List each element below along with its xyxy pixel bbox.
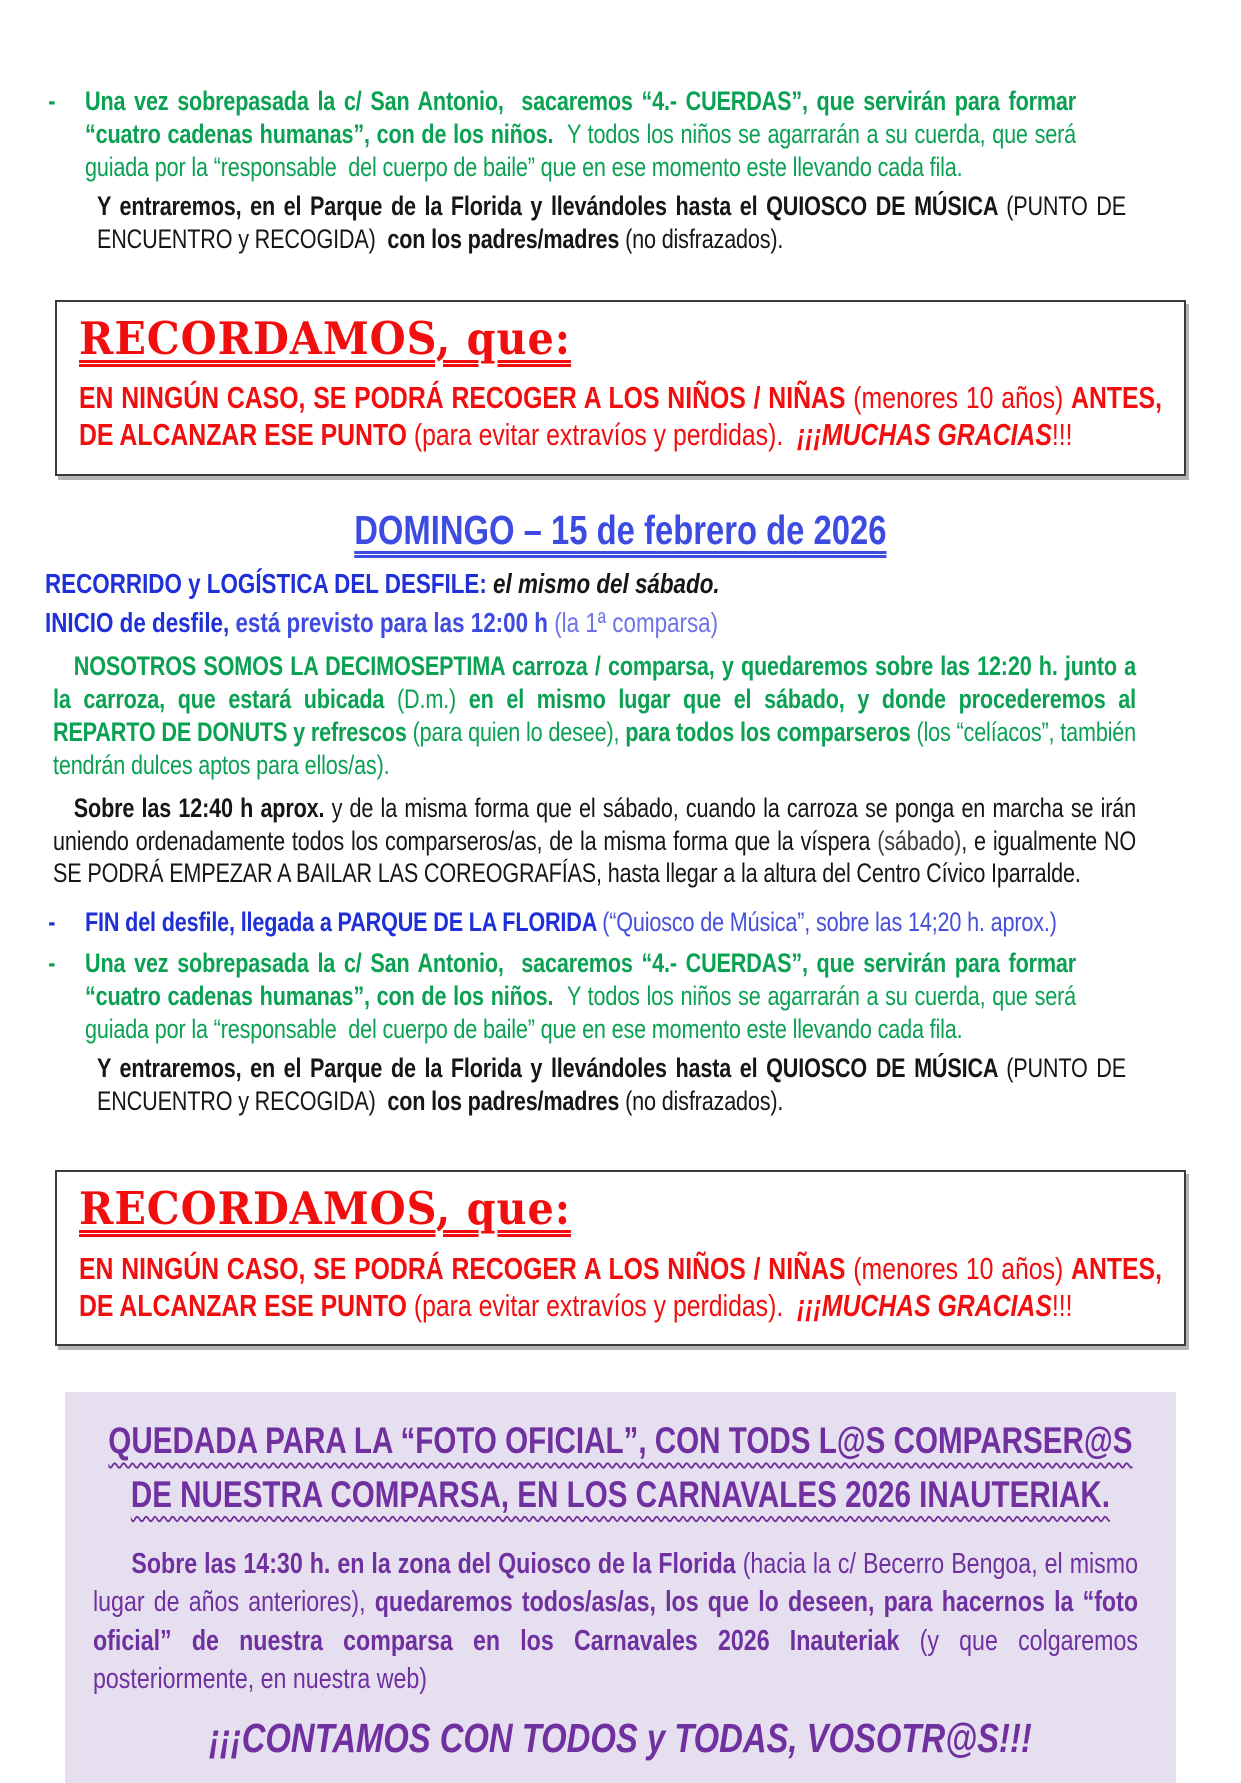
bullet-text — [85, 85, 1196, 184]
condensed-wrap — [45, 85, 1196, 184]
bullet-text — [85, 906, 1196, 939]
text-segment: (menores 10 años) — [853, 1250, 1072, 1286]
condensed-wrap — [97, 190, 1132, 256]
text-segment: (menores 10 años) — [853, 380, 1072, 416]
text-segment: (D.m.) — [397, 683, 469, 714]
text-segment: Sobre las 14:30 h. en la zona del Quiosco de la Florida — [131, 1548, 743, 1581]
foto-heading-line1: QUEDADA PARA LA “FOTO OFICIAL”, CON TODS L@S COMPARSER@S — [108, 1419, 1133, 1461]
text-segment: con los padres/madres — [387, 223, 626, 254]
text-segment: (“Quiosco de Música”, sobre las 14;20 h. aprox.) — [602, 907, 1057, 938]
condensed-wrap — [93, 1545, 1145, 1698]
list-item — [45, 947, 1196, 1046]
text-segment: (sábado) — [877, 825, 962, 856]
foto-heading — [93, 1414, 1148, 1521]
condensed-wrap — [53, 650, 1148, 782]
text-segment: Y todos los niños se agarrarán a su cuerda, que será guiada por la “responsable del cuerpo de baile” que en ese momento este llevando cada fila. — [85, 118, 1082, 182]
recordamos-heading: RECORDAMOS, que: — [79, 311, 571, 365]
text-segment: Sobre las 12:40 h aprox. — [73, 792, 332, 823]
bullet-dash: - — [48, 907, 56, 938]
nosotros-paragraph — [53, 650, 1196, 782]
sobre-paragraph — [53, 792, 1196, 891]
text-segment: (los “celíacos”, también tendrán dulces aptos para ellos/as). — [53, 716, 1142, 780]
text-segment: EN NINGÚN CASO, SE PODRÁ RECOGER A LOS NIÑOS / NIÑAS — [79, 380, 854, 416]
text-segment: EN NINGÚN CASO, SE PODRÁ RECOGER A LOS NIÑOS / NIÑAS — [79, 1250, 854, 1286]
domingo-heading — [45, 508, 1196, 553]
foto-paragraph — [93, 1545, 1148, 1698]
text-segment: con los padres/madres — [387, 1086, 626, 1117]
text-segment: Y todos los niños se agarrarán a su cuerda, que será guiada por la “responsable del cuerpo de baile” que en ese momento este llevando cada fila. — [85, 981, 1082, 1045]
text-segment: quedaremos todos/as/as, los que lo deseen, para hacernos la “foto oficial” de nuestra comparsa en los Carnavales 2026 Inauteriak — [93, 1586, 1145, 1657]
entraremos-paragraph — [97, 190, 1196, 256]
condensed-wrap — [79, 379, 1169, 453]
slogan-line — [93, 1714, 1148, 1769]
text-segment: está previsto para las 12:00 h — [235, 607, 555, 639]
condensed-wrap — [45, 947, 1196, 1046]
condensed-wrap — [45, 906, 1196, 939]
text-segment: RECORRIDO y LOGÍSTICA DEL DESFILE: — [45, 567, 494, 599]
entraremos-paragraph-2 — [97, 1052, 1196, 1118]
text-segment: (para quien lo desee), — [412, 716, 626, 747]
text-segment: !!! — [1051, 1287, 1073, 1323]
text-segment: el mismo del sábado. — [493, 567, 720, 599]
condensed-wrap — [45, 567, 1196, 601]
inicio-line — [45, 606, 1196, 640]
text-segment: (para evitar extravíos y perdidas). — [413, 417, 798, 453]
text-segment: para todos los comparseros — [625, 716, 917, 747]
text-segment: (para evitar extravíos y perdidas). — [413, 1287, 798, 1323]
foto-oficial-box — [65, 1392, 1176, 1783]
foto-heading-line2: DE NUESTRA COMPARSA, EN LOS CARNAVALES 2026 INAUTERIAK. — [130, 1473, 1111, 1515]
domingo-heading-text: DOMINGO – 15 de febrero de 2026 — [354, 506, 887, 553]
recordamos-body — [79, 1250, 1169, 1324]
text-segment: (hacia la c/ Becerro Bengoa, el mismo lugar de años anteriores), — [93, 1548, 1145, 1619]
cuerdas-bullet — [45, 947, 1196, 1046]
text-segment: (PUNTO DE ENCUENTRO y RECOGIDA) — [97, 190, 1132, 254]
list-item — [45, 85, 1196, 184]
text-segment: ¡¡¡MUCHAS GRACIAS — [797, 1287, 1052, 1323]
text-segment: , e igualmente NO SE PODRÁ EMPEZAR A BAILAR LAS COREOGRAFÍAS, hasta llegar a la altura del Centro Cívico Iparralde. — [53, 825, 1142, 889]
text-segment: (la 1ª comparsa) — [554, 607, 719, 639]
list-item — [45, 906, 1196, 939]
text-segment: Una vez sobrepasada la c/ San Antonio, sacaremos “4.- CUERDAS”, que servirán para formar “cuatro cadenas humanas”, con de los niños. — [85, 948, 1082, 1012]
recorrido-line — [45, 567, 1196, 601]
text-segment: y de la misma forma que el sábado, cuando la carroza se ponga en marcha se irán uniendo ordenadamente todos los comparseros/as, de la misma forma que la víspera — [53, 792, 1142, 856]
recordamos-box-1 — [55, 300, 1186, 476]
text-segment: Y entraremos, en el Parque de la Florida y llevándoles hasta el QUIOSCO DE MÚSICA — [97, 190, 1007, 221]
top-section — [45, 0, 1196, 256]
bullet-dash: - — [48, 86, 56, 116]
bullet-dash: - — [48, 948, 56, 979]
recordamos-body — [79, 379, 1169, 453]
text-segment: INICIO de desfile, — [45, 607, 236, 639]
condensed-wrap — [45, 508, 1196, 553]
text-segment: (y que colgaremos posteriormente, en nuestra web) — [93, 1624, 1145, 1695]
condensed-wrap — [45, 606, 1196, 640]
recordamos-box-2 — [55, 1170, 1186, 1346]
condensed-wrap — [97, 1052, 1132, 1118]
bullet-text — [85, 947, 1196, 1046]
cuerdas-bullet-top — [45, 0, 1196, 184]
text-segment: (PUNTO DE ENCUENTRO y RECOGIDA) — [97, 1053, 1132, 1117]
text-segment: NOSOTROS SOMOS LA DECIMOSEPTIMA carroza / comparsa, y quedaremos sobre las 12:20 h. junto a la carroza, que estará ubicada — [53, 650, 1142, 714]
condensed-wrap — [79, 1250, 1169, 1324]
text-segment: Una vez sobrepasada la c/ San Antonio, sacaremos “4.- CUERDAS”, que servirán para formar “cuatro cadenas humanas”, con de los niños. — [85, 86, 1082, 149]
recordamos-heading: RECORDAMOS, que: — [79, 1182, 571, 1236]
text-segment: ¡¡¡MUCHAS GRACIAS — [797, 417, 1052, 453]
text-segment: ANTES, DE ALCANZAR ESE PUNTO — [79, 1250, 1169, 1323]
text-segment: (no disfrazados). — [625, 223, 784, 254]
text-segment: en el mismo lugar que el sábado, y donde procederemos al REPARTO DE DONUTS y refrescos — [53, 683, 1148, 747]
text-segment: FIN del desfile, llegada a PARQUE DE LA FLORIDA — [85, 907, 603, 938]
fin-bullet — [45, 906, 1196, 939]
condensed-wrap — [53, 792, 1142, 891]
text-segment: ANTES, DE ALCANZAR ESE PUNTO — [79, 380, 1169, 453]
condensed-wrap: ¡¡¡CONTAMOS CON TODOS y TODAS, VOSOTR@S!!! — [209, 1715, 1032, 1762]
condensed-wrap — [93, 1414, 1148, 1521]
text-segment: (no disfrazados). — [625, 1086, 784, 1117]
text-segment: Y entraremos, en el Parque de la Florida y llevándoles hasta el QUIOSCO DE MÚSICA — [97, 1053, 1007, 1084]
text-segment: !!! — [1051, 417, 1073, 453]
